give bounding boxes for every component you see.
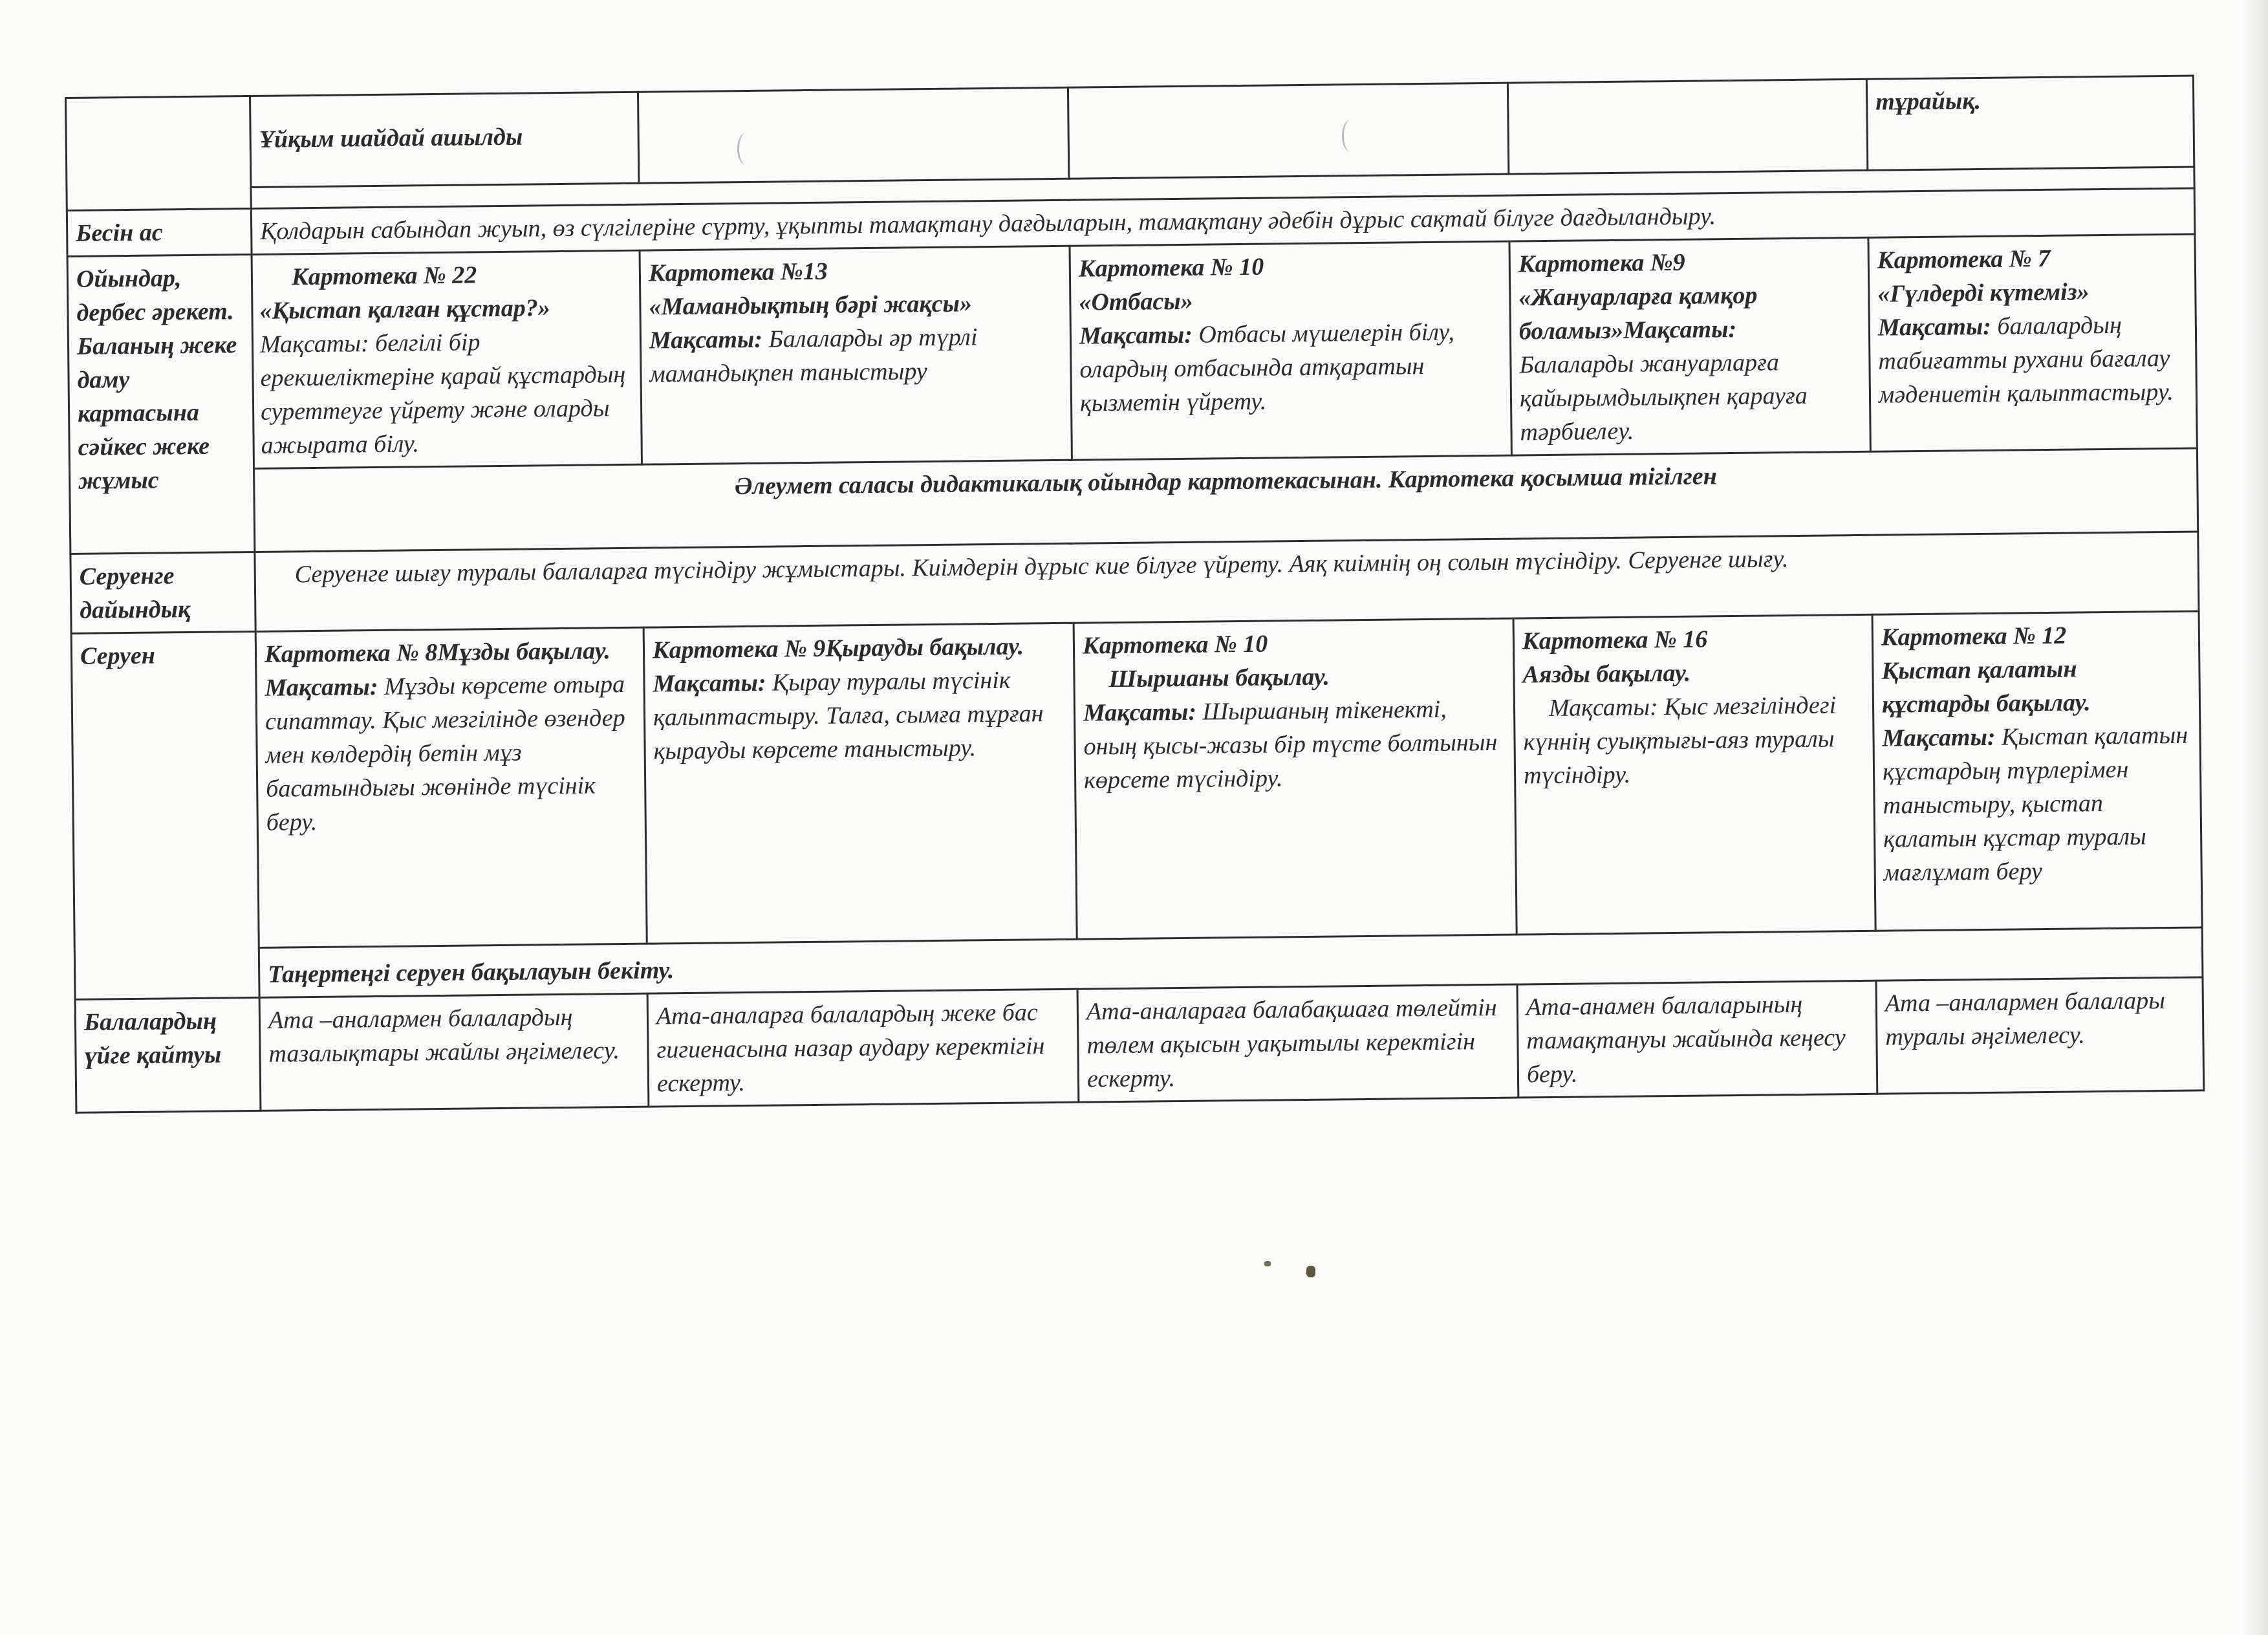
page-edge-shadow	[2242, 0, 2268, 1635]
cell-continuation: тұрайық.	[1866, 76, 2194, 170]
row-label-prep: Серуенге дайындық	[70, 552, 255, 633]
card-title: Картотека № 22	[291, 261, 477, 291]
cell-prep-text: Серуенге шығу туралы балаларға түсіндіру жұмыстары. Киімдерін дұрыс кие білуге үйрету. Аяқ киімнің оң солын түсіндіру. Серуенге шығу.	[255, 532, 2199, 631]
home-cell: Ата-анамен балаларының тамақтануы жайында кеңесу беру.	[1517, 980, 1877, 1098]
cell-wakeup: Ұйқым шайдай ашылды	[250, 92, 639, 187]
walk-card-title: Картотека № 16	[1522, 625, 1708, 655]
home-cell: Ата –аналармен балалары туралы әңгімелесу.	[1876, 977, 2204, 1094]
card-goal-wrap	[653, 663, 1066, 768]
card-subtitle: «Отбасы»	[1079, 287, 1193, 316]
games-cell	[1070, 241, 1511, 460]
walk-cell	[1513, 614, 1875, 935]
goal-label: Мақсаты:	[1079, 321, 1193, 350]
card-title: Картотека №13	[648, 257, 828, 287]
games-cell	[1868, 234, 2197, 451]
card-goal-wrap	[1882, 719, 2193, 890]
walk-card-title: Картотека № 8Мұзды бақылау.	[264, 637, 610, 668]
row-label-besin: Бесін ас	[67, 208, 252, 256]
scan-speck	[1306, 1266, 1315, 1277]
table-row	[67, 234, 2197, 470]
card-subtitle: «Мамандықтың бәрі жақсы»	[649, 290, 973, 321]
walk-footer: Таңертеңгі серуен бақылауын бекіту.	[259, 927, 2203, 997]
walk-cell	[1872, 611, 2202, 931]
card-goal-wrap	[1878, 308, 2188, 412]
goal-label: Мақсаты:	[653, 669, 766, 698]
walk-card-title: Картотека № 12	[1881, 622, 2067, 651]
scan-speck	[1264, 1261, 1271, 1266]
walk-card-title: Картотека № 10	[1082, 630, 1268, 660]
walk-cell	[643, 623, 1077, 944]
games-cell	[252, 250, 642, 468]
card-goal: Отбасы мүшелерін білу, олардың отбасында атқаратын қызметін үйрету.	[1079, 318, 1455, 417]
cell-besin-text: Қолдарын сабындап жуып, өз сүлгілеріне сүрту, ұқыпты тамақтану дағдыларын, тамақтану әдебін дұрыс сақтай білуге дағдыландыру.	[251, 188, 2195, 254]
card-title: Картотека №9	[1518, 248, 1685, 278]
cell-empty	[1068, 83, 1508, 179]
card-goal: Мақсаты: Қыс мезгіліндегі күннің суықтығы-аяз туралы түсіндіру.	[1523, 691, 1837, 790]
walk-card-title2: Қыстап қалатын құстарды бақылау.	[1881, 655, 2091, 719]
goal-label: Мақсаты:	[1882, 723, 1996, 752]
daily-plan-table	[65, 75, 2205, 1114]
games-cell	[640, 246, 1072, 464]
games-cell	[1509, 237, 1870, 455]
walk-card-title2: Шыршаны бақылау.	[1108, 663, 1330, 693]
row-label-home: Балалардың үйге қайтуы	[75, 997, 261, 1112]
card-goal-wrap	[1079, 315, 1503, 420]
goal-label: Мақсаты:	[1083, 698, 1197, 727]
goal-label: Мақсаты:	[265, 673, 378, 702]
goal-label: Мақсаты:	[1877, 312, 1992, 341]
home-cell: Ата-аналарға балалардың жеке бас гигиенасына назар аудару керектігін ескерту.	[647, 989, 1079, 1107]
table-row	[75, 977, 2204, 1112]
card-goal: Мұзды көрсете отыра сипаттау. Қыс мезгілінде өзендер мен көлдердің бетін мұз басатындығы жөнінде түсінік беру.	[265, 670, 625, 836]
card-goal: Балаларды жануарларға қайырымдылықпен қарауға тәрбиелеу.	[1519, 349, 1808, 446]
cell-empty	[638, 87, 1068, 183]
goal-label: Мақсаты:	[649, 325, 763, 354]
card-title: Картотека № 10	[1078, 253, 1264, 283]
home-cell: Ата-аналараға балабақшаға төлейтін төлем ақысын уақытылы керектігін ескерту.	[1077, 984, 1518, 1102]
card-goal: Қырау туралы түсінік қалыптастыру. Талға, сымға тұрған қырауды көрсете таныстыру.	[653, 666, 1044, 765]
card-subtitle: «Жануарларға қамқор боламыз»Мақсаты:	[1518, 281, 1758, 345]
card-goal: Шыршаның тікенекті, оның қысы-жазы бір түсте болтынын көрсете түсіндіру.	[1083, 695, 1498, 794]
card-goal: балалардың табиғатты рухани бағалау мәдениетін қалыптастыру.	[1878, 311, 2174, 409]
row-label-empty	[66, 96, 252, 210]
home-cell: Ата –аналармен балалардың тазалықтары жайлы әңгімелесу.	[259, 993, 649, 1110]
card-goal: Қыстап қалатын құстардың түрлерімен таныстыру, қыстап қалатын құстар туралы мағлұмат беру	[1882, 721, 2188, 887]
row-label-games: Ойындар, дербес әрекет. Баланың жеке даму картасына сәйкес жеке жұмыс	[67, 254, 255, 554]
table-row	[71, 611, 2202, 949]
walk-cell	[255, 627, 647, 947]
card-title: Картотека № 7	[1877, 244, 2051, 274]
walk-card-title2: Аязды бақылау.	[1522, 659, 1691, 689]
games-footer: Әлеумет саласы дидактикалық ойындар картотекасынан. Картотека қосымша тігілген	[254, 448, 2198, 552]
cell-empty	[1507, 79, 1867, 174]
walk-card-title: Картотека № 9Қырауды бақылау.	[652, 633, 1024, 664]
card-goal-wrap	[265, 667, 637, 839]
walk-cell	[1074, 618, 1517, 939]
card-goal-wrap	[1083, 692, 1507, 797]
card-goal: Балаларды әр түрлі мамандықпен таныстыру	[649, 323, 978, 388]
card-subtitle: «Қыстап қалған құстар?»	[259, 294, 550, 325]
card-goal-wrap	[649, 319, 1063, 391]
row-label-walk: Серуен	[71, 631, 259, 999]
card-subtitle: «Гүлдерді күтеміз»	[1877, 278, 2090, 308]
card-goal: Мақсаты: белгілі бір ерекшеліктеріне қарай құстардың суреттеуге үйрету және оларды ажырата білу.	[259, 329, 626, 459]
